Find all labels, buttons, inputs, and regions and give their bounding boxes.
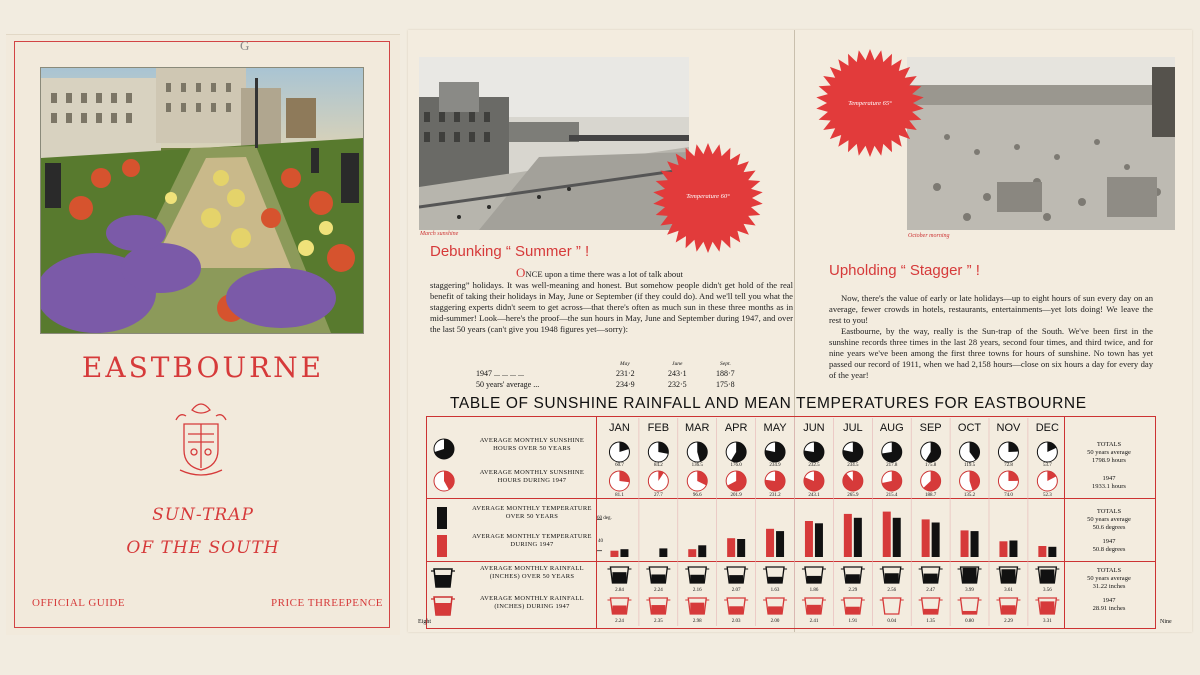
rain-1947-value-aug: 0.04 bbox=[887, 619, 897, 624]
month-sep: SEP bbox=[919, 422, 942, 434]
rain-1947-bucket-jun-fill bbox=[807, 605, 821, 614]
mini-header-sept: Sept. bbox=[720, 361, 731, 367]
row-label-temp-1947: AVERAGE MONTHLY TEMPERATURE DURING 1947 bbox=[472, 533, 592, 548]
rain-avg-bucket-oct-fill bbox=[963, 568, 977, 583]
row-label-sun-1947: AVERAGE MONTHLY SUNSHINE HOURS DURING 1947 bbox=[479, 469, 585, 484]
rain-avg-bucket-jun-fill bbox=[807, 576, 821, 583]
rain-avg-bucket-jul-fill bbox=[846, 574, 860, 583]
temp-1947-bar-mar bbox=[688, 549, 696, 557]
temp-avg-bar-sep bbox=[932, 523, 940, 558]
sun-avg-value-jan: 60.7 bbox=[615, 463, 624, 468]
temp-1947-bar-jul bbox=[844, 514, 852, 557]
rain-1947-value-may: 2.00 bbox=[770, 619, 780, 624]
page-number-eight: Eight bbox=[418, 619, 431, 625]
month-apr: APR bbox=[724, 422, 748, 434]
temp-avg-bar-feb bbox=[659, 548, 667, 557]
rain-avg-bucket-sep-fill bbox=[924, 574, 938, 583]
rain-avg-bucket-aug-fill bbox=[885, 573, 899, 583]
rain-avg-value-jan: 2.84 bbox=[615, 588, 624, 593]
sun-1947-value-oct: 135.2 bbox=[963, 493, 976, 498]
rain-avg-value-may: 1.63 bbox=[770, 588, 780, 593]
temp-1947-bar-may bbox=[766, 529, 774, 557]
rain-avg-value-mar: 2.16 bbox=[692, 588, 702, 593]
sun-avg-value-apr: 176.0 bbox=[730, 463, 742, 468]
sun-avg-value-jun: 232.5 bbox=[808, 463, 820, 468]
temp-avg-bar-jun bbox=[815, 523, 823, 557]
month-aug: AUG bbox=[879, 422, 904, 434]
rain-1947-value-sep: 1.35 bbox=[926, 619, 936, 624]
temp-1947-bar-sep bbox=[922, 519, 930, 557]
cover-subtitle-line2: OF THE SOUTH bbox=[126, 538, 280, 558]
temp-avg-bar-mar bbox=[698, 545, 706, 557]
rain-avg-value-jun: 1.86 bbox=[809, 588, 819, 593]
rain-1947-value-dec: 3.31 bbox=[1042, 619, 1052, 624]
temp-avg-bar-jul bbox=[854, 518, 862, 557]
sun-1947-value-mar: 96.6 bbox=[692, 493, 702, 498]
temp-avg-bar-aug bbox=[893, 518, 901, 557]
cover-footer-right: PRICE THREEPENCE bbox=[271, 597, 384, 609]
rain-1947-value-oct: 0.80 bbox=[965, 619, 974, 624]
mini-row-50-years: 50 years' average ... 234·9 232·5 175·8 bbox=[476, 380, 735, 389]
rain-avg-bucket-may-fill bbox=[768, 577, 782, 583]
sun-avg-nov-fill bbox=[1008, 442, 1018, 452]
rain-1947-bucket-mar-fill bbox=[690, 603, 704, 614]
month-dec: DEC bbox=[1035, 422, 1059, 434]
rain-1947-value-jul: 1.91 bbox=[848, 619, 858, 624]
sun-1947-jan-fill bbox=[619, 471, 629, 482]
temp-axis-top: 60 deg. bbox=[597, 516, 612, 521]
rain-1947-bucket-feb-fill bbox=[651, 605, 665, 614]
rain-1947-bucket-may-fill bbox=[768, 606, 782, 614]
left-photo-caption: March sunshine bbox=[420, 231, 459, 237]
month-jan: JAN bbox=[609, 422, 630, 434]
totals-temperature: TOTALS 50 years average 50.6 degrees 1947 50.8 degrees bbox=[1087, 508, 1131, 553]
sun-avg-value-oct: 119.5 bbox=[964, 463, 976, 468]
page-number-nine: Nine bbox=[1160, 619, 1172, 625]
rain-avg-value-oct: 3.99 bbox=[965, 588, 974, 593]
mini-header-june: June bbox=[672, 361, 683, 367]
sun-avg-value-feb: 84.2 bbox=[653, 463, 663, 468]
rain-avg-bucket-dec-fill bbox=[1040, 569, 1054, 583]
temp-avg-bar-nov bbox=[1009, 541, 1017, 558]
sun-avg-value-jul: 234.5 bbox=[847, 463, 859, 468]
cover-footer-left: OFFICIAL GUIDE bbox=[32, 597, 126, 609]
month-nov: NOV bbox=[996, 422, 1021, 434]
cover-title: EASTBOURNE bbox=[81, 351, 325, 384]
rain-avg-value-aug: 2.56 bbox=[887, 588, 897, 593]
rain-avg-value-jul: 2.29 bbox=[848, 588, 858, 593]
rain-avg-bucket-mar-fill bbox=[690, 575, 704, 583]
sun-1947-nov-fill bbox=[1008, 471, 1018, 481]
sun-1947-value-feb: 27.7 bbox=[653, 493, 663, 498]
drop-cap: O bbox=[516, 265, 526, 280]
temp-1947-bar-dec bbox=[1038, 546, 1046, 557]
rain-1947-value-jun: 2.41 bbox=[809, 619, 819, 624]
temp-avg-bar-oct bbox=[971, 531, 979, 557]
temp-1947-bar-aug bbox=[883, 512, 891, 557]
rain-avg-value-nov: 3.61 bbox=[1004, 588, 1013, 593]
rain-avg-value-dec: 3.56 bbox=[1042, 588, 1052, 593]
temp-avg-bar-jan bbox=[620, 549, 628, 557]
totals-rainfall: TOTALS 50 years average 31.22 inches 1947 28.91 inches bbox=[1087, 567, 1131, 612]
month-oct: OCT bbox=[957, 422, 982, 434]
left-heading: Debunking “ Summer ” ! bbox=[430, 243, 590, 260]
temp-1947-bar-oct bbox=[961, 530, 969, 557]
pencil-mark: G bbox=[240, 38, 250, 53]
sun-1947-value-jun: 243.1 bbox=[808, 493, 820, 498]
temp-1947-bar-nov bbox=[999, 541, 1007, 557]
rain-1947-bucket-aug-outline bbox=[883, 598, 901, 614]
mini-row-1947: 1947 ... ... ... ... 231·2 243·1 188·7 bbox=[476, 369, 735, 378]
sun-1947-value-jul: 265.9 bbox=[847, 493, 859, 498]
temp-avg-bar-dec bbox=[1048, 547, 1056, 557]
temp-axis-bottom: 40 bbox=[598, 539, 603, 544]
sun-1947-value-apr: 201.9 bbox=[730, 493, 742, 498]
month-mar: MAR bbox=[685, 422, 710, 434]
cover-subtitle-line1: SUN-TRAP bbox=[152, 505, 254, 525]
right-para-2: Eastbourne, by the way, really is the Sun-trap of the South. We've been first in the sunshine records three times in the last 28 years, second four times, and third twice, and for nine years we've been among the first three towns for hours of sunshine. No town has yet passed our record of 1911, when we had 2,158 hours—close on six hours a day for every day of the year! bbox=[829, 326, 1153, 380]
month-jul: JUL bbox=[843, 422, 863, 434]
sun-avg-value-aug: 217.8 bbox=[886, 463, 898, 468]
rain-avg-bucket-jan-fill bbox=[612, 572, 626, 583]
row-label-sun-avg: AVERAGE MONTHLY SUNSHINE HOURS OVER 50 YEARS bbox=[479, 437, 585, 452]
rain-1947-value-nov: 2.29 bbox=[1004, 619, 1013, 624]
rain-1947-bucket-dec-fill bbox=[1040, 601, 1054, 614]
temp-1947-bar-apr bbox=[727, 538, 735, 557]
sun-avg-value-dec: 53.7 bbox=[1042, 463, 1052, 468]
right-para-1: Now, there's the value of early or late holidays—up to eight hours of sun every day on an average, fewer crowds in hotels, restaurants, entertainments—yet lots doing! We leave the rest to you! bbox=[829, 293, 1153, 325]
rain-1947-bucket-sep-fill bbox=[924, 609, 938, 614]
temp-avg-bar-may bbox=[776, 531, 784, 557]
row-label-rain-1947: AVERAGE MONTHLY RAINFALL (INCHES) DURING 1947 bbox=[480, 595, 584, 610]
sun-avg-feb-fill bbox=[658, 442, 668, 454]
totals-sunshine: TOTALS 50 years average 1798.9 hours 1947 1933.1 hours bbox=[1087, 441, 1131, 490]
sun-avg-value-mar: 136.5 bbox=[691, 463, 703, 468]
rain-1947-bucket-nov-fill bbox=[1001, 605, 1015, 614]
sun-1947-value-may: 231.2 bbox=[769, 493, 781, 498]
rain-1947-value-jan: 2.24 bbox=[615, 619, 624, 624]
sun-1947-value-sep: 188.7 bbox=[925, 493, 937, 498]
left-body-text: staggering” holidays. It was well-meaning and honest. But somehow people didn't get hold of the real benefit of taking their holidays in May, June or September (if they could do). And we'll tell you what the staggering experts didn't seem to get across—that there's often as much sun in these three months as in mid-summer! Look—here's the proof—the sun hours in May, June and September during 1947, and over the last 50 years (can't give you 1948 figures yet—sorry): bbox=[430, 280, 793, 334]
rain-avg-bucket-feb-fill bbox=[651, 574, 665, 583]
rain-1947-value-mar: 2.98 bbox=[692, 619, 702, 624]
right-photo-caption: October morning bbox=[908, 233, 950, 239]
sun-1947-value-nov: 74.0 bbox=[1004, 493, 1013, 498]
month-jun: JUN bbox=[803, 422, 825, 434]
rain-avg-bucket-nov-fill bbox=[1001, 569, 1015, 583]
sun-1947-value-jan: 81.1 bbox=[615, 493, 624, 498]
right-starburst-text: Temperature 65° bbox=[848, 100, 892, 107]
month-may: MAY bbox=[763, 422, 787, 434]
row-label-rain-avg: AVERAGE MONTHLY RAINFALL (INCHES) OVER 50 YEARS bbox=[480, 565, 584, 580]
rain-1947-value-apr: 2.03 bbox=[731, 619, 741, 624]
row-label-temp-avg: AVERAGE MONTHLY TEMPERATURE OVER 50 YEARS bbox=[472, 505, 592, 520]
rain-avg-value-sep: 2.47 bbox=[926, 588, 936, 593]
rain-1947-bucket-jan-fill bbox=[612, 605, 626, 614]
temp-1947-bar-jun bbox=[805, 521, 813, 557]
rain-1947-bucket-apr-fill bbox=[729, 606, 743, 614]
sun-1947-value-dec: 52.3 bbox=[1042, 493, 1052, 498]
rain-avg-bucket-apr-fill bbox=[729, 575, 743, 583]
right-heading: Upholding “ Stagger ” ! bbox=[829, 262, 980, 279]
temp-1947-bar-jan bbox=[610, 551, 618, 557]
sun-1947-value-aug: 215.4 bbox=[886, 493, 898, 498]
month-feb: FEB bbox=[647, 422, 670, 434]
rain-avg-value-feb: 2.24 bbox=[653, 588, 663, 593]
left-starburst-text: Temperature 60° bbox=[686, 193, 730, 200]
left-body-lead: NCE upon a time there was a lot of talk about bbox=[525, 269, 683, 279]
temp-avg-bar-apr bbox=[737, 539, 745, 557]
rain-avg-value-apr: 2.07 bbox=[731, 588, 741, 593]
rain-1947-bucket-jul-fill bbox=[846, 607, 860, 614]
mini-header-may: May bbox=[620, 361, 630, 367]
sun-avg-value-sep: 175.8 bbox=[925, 463, 937, 468]
rain-1947-value-feb: 2.35 bbox=[653, 619, 663, 624]
sun-avg-value-may: 234.9 bbox=[769, 463, 781, 468]
table-title: TABLE OF SUNSHINE RAINFALL AND MEAN TEMPERATURES FOR EASTBOURNE bbox=[450, 395, 1087, 412]
sun-avg-value-nov: 72.8 bbox=[1004, 463, 1013, 468]
rain-1947-bucket-oct-fill bbox=[963, 611, 977, 614]
